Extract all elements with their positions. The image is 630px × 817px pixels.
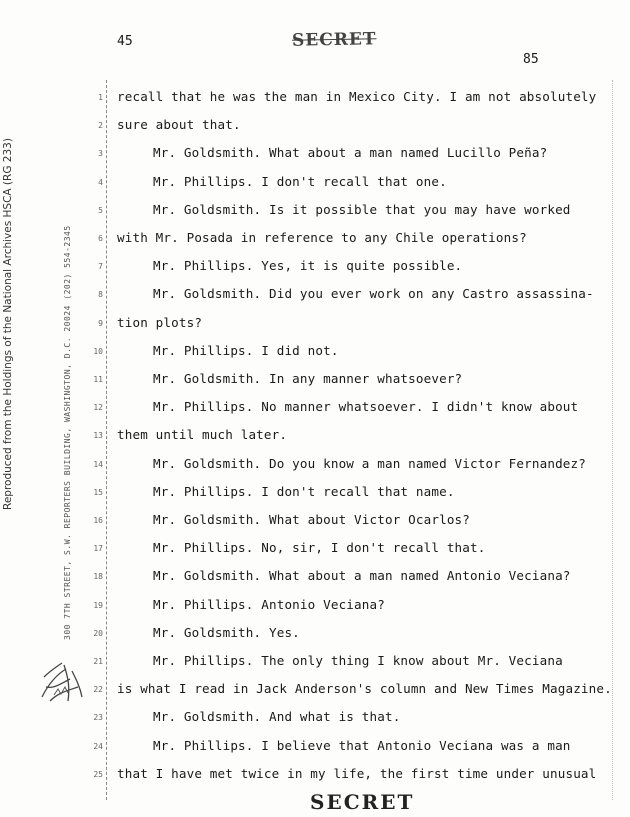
line-text: tion plots? [117,314,203,330]
line-number: 23 [93,713,103,723]
transcript-line [0,427,630,447]
transcript-line [0,681,630,701]
line-number: 25 [93,769,103,779]
line-text: Mr. Goldsmith. What about a man named Lucillo Peña? [153,145,548,161]
line-text: that I have met twice in my life, the first time under unusual [117,765,597,781]
transcript-line [0,202,630,222]
transcript-line [0,174,630,194]
line-number: 9 [98,318,103,328]
line-text: Mr. Goldsmith. In any manner whatsoever? [153,371,463,386]
line-number: 19 [93,600,103,610]
line-number: 2 [98,121,103,131]
line-number: 20 [93,628,103,638]
line-number: 14 [93,459,103,469]
line-text: Mr. Goldsmith. What about Victor Ocarlos? [153,512,471,527]
transcript-line [0,738,630,758]
line-number: 4 [98,177,103,187]
line-text: Mr. Phillips. I believe that Antonio Veciana was a man [153,737,571,753]
line-number: 3 [98,149,103,159]
line-text: Mr. Phillips. Yes, it is quite possible. [153,258,463,274]
transcript-line [0,371,630,391]
page-number-right: 85 [523,52,539,67]
transcript-line [0,597,630,617]
transcript-line [0,117,630,137]
secret-stamp-top: SECRET [291,29,377,51]
line-text: Mr. Goldsmith. What about a man named Antonio Veciana? [153,568,571,584]
transcript-line [0,230,630,250]
transcript-line [0,540,630,560]
transcript-line [0,258,630,278]
transcript-line [0,456,630,476]
line-text: Mr. Phillips. Antonio Veciana? [153,596,385,612]
line-number: 8 [98,290,103,300]
line-number: 13 [93,431,103,441]
archive-note: Reproduced from the Holdings of the National Archives HSCA (RG 233) [2,138,14,510]
secret-stamp-bottom: SECRET [310,790,415,814]
line-number: 10 [93,346,103,356]
page-number-left: 45 [117,34,133,49]
handwritten-initials-icon [36,657,88,709]
transcript-line [0,89,630,109]
line-number: 12 [93,403,103,413]
transcript-line [0,512,630,532]
transcript-line [0,709,630,729]
transcript-line [0,653,630,673]
line-text: Mr. Phillips. I did not. [153,342,339,358]
line-text: recall that he was the man in Mexico City. I am not absolutely [117,89,597,104]
line-text: Mr. Goldsmith. Did you ever work on any Castro assassina- [153,286,594,302]
line-number: 18 [93,572,103,582]
line-number: 7 [98,262,103,272]
transcript-line [0,343,630,363]
transcript-line [0,484,630,504]
line-text: Mr. Goldsmith. Yes. [153,624,300,640]
line-number: 24 [93,741,103,751]
line-text: Mr. Goldsmith. Is it possible that you may have worked [153,201,571,217]
line-number: 22 [93,685,103,695]
line-number: 21 [93,657,103,666]
line-text: sure about that. [117,117,241,133]
line-number: 1 [98,93,103,102]
line-number: 6 [98,234,103,243]
transcript-line [0,315,630,335]
line-number: 15 [93,487,103,497]
line-text: with Mr. Posada in reference to any Chile operations? [117,230,527,245]
transcript-line [0,145,630,165]
line-text: Mr. Phillips. I don't recall that name. [153,483,455,499]
line-text: Mr. Phillips. The only thing I know about Mr. Veciana [153,653,563,668]
reporter-address: 300 7TH STREET, S.W. REPORTERS BUILDING, WASHINGTON, D.C. 20024 (202) 554-2345 [63,225,72,640]
line-text: them until much later. [117,427,288,443]
line-text: Mr. Phillips. No, sir, I don't recall that. [153,540,486,556]
line-text: Mr. Phillips. I don't recall that one. [153,173,447,189]
line-text: Mr. Goldsmith. Do you know a man named Victor Fernandez? [153,455,586,471]
transcript-line [0,286,630,306]
line-text: Mr. Goldsmith. And what is that. [153,709,401,725]
line-number: 5 [98,205,103,215]
transcript-line [0,766,630,786]
transcript-line [0,568,630,588]
transcript-line [0,625,630,645]
line-number: 16 [93,516,103,525]
line-text: Mr. Phillips. No manner whatsoever. I didn't know about [153,399,579,415]
transcript-line [0,399,630,419]
line-number: 11 [93,375,103,384]
line-text: is what I read in Jack Anderson's column and New Times Magazine. [117,681,612,697]
line-number: 17 [93,544,103,554]
